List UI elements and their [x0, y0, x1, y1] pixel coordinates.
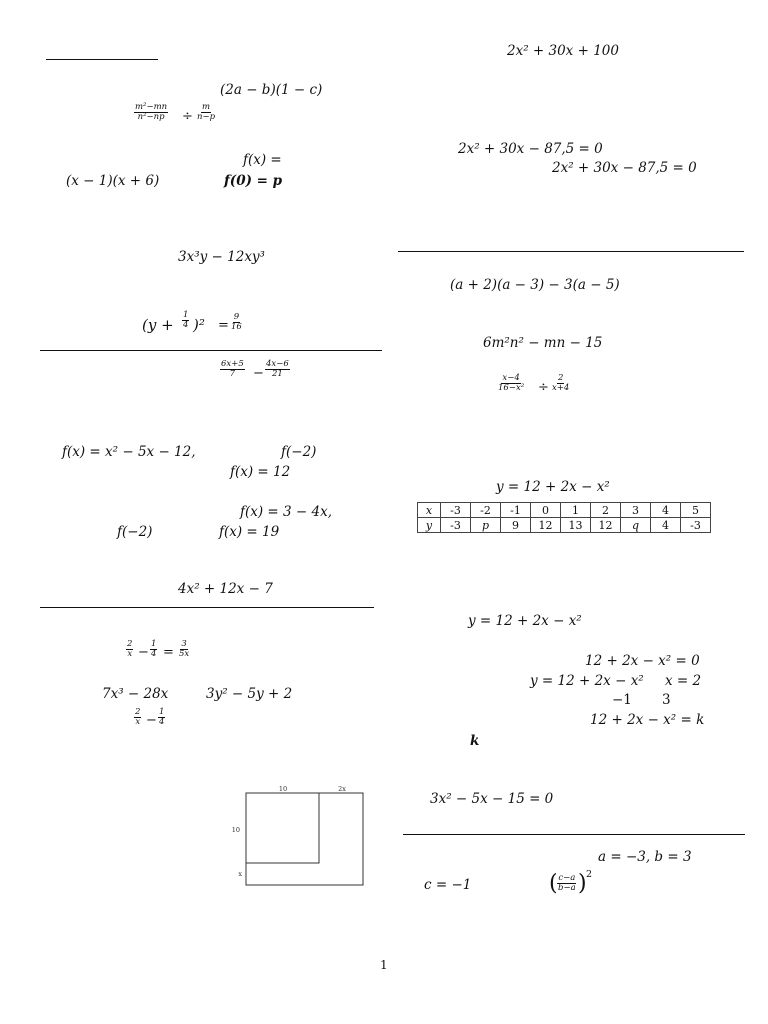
table-cell: q	[621, 518, 651, 533]
factor-expression: 3y² − 5y + 2	[206, 686, 293, 702]
table-header-x: x	[418, 503, 441, 518]
minus-sign: −	[146, 713, 157, 728]
table-cell: p	[471, 518, 501, 533]
fraction-numerator: 9	[233, 312, 240, 322]
table-cell: -1	[501, 503, 531, 518]
k-variable: k	[470, 733, 480, 749]
quadratic-function: f(x) = x² − 5x − 12,	[62, 444, 196, 460]
function-equation-19: f(x) = 19	[219, 524, 280, 540]
section-divider	[398, 251, 744, 252]
equals-sign: =	[218, 318, 229, 333]
line-x-equals-2: x = 2	[665, 673, 702, 689]
right-paren: )	[578, 871, 587, 896]
root-value: −1	[612, 692, 632, 708]
function-definition: f(x) =	[243, 152, 282, 168]
left-paren: (	[549, 871, 558, 896]
root-value: 3	[662, 692, 671, 708]
parabola-definition: y = 12 + 2x − x²	[530, 673, 644, 689]
table-cell: 13	[561, 518, 591, 533]
function-value-neg2: f(−2)	[281, 444, 317, 460]
fraction-numerator: c−a	[558, 873, 576, 883]
fraction-denominator: 16−x²	[498, 382, 525, 393]
expression: (a + 2)(a − 3) − 3(a − 5)	[450, 277, 620, 293]
fraction-denominator: n²−np	[137, 111, 165, 122]
fraction-denominator: 4	[159, 716, 165, 727]
parabola-definition: y = 12 + 2x − x²	[468, 613, 582, 629]
label-top-2x: 2x	[338, 785, 346, 793]
table-cell: 12	[531, 518, 561, 533]
factor-expression: 4x² + 12x − 7	[178, 581, 273, 597]
function-equation-12: f(x) = 12	[230, 464, 291, 480]
label-left-x: x	[238, 870, 242, 878]
fraction-numerator: 1	[159, 707, 165, 717]
exponent: 2	[586, 869, 593, 880]
table-cell: 9	[501, 518, 531, 533]
table-cell: -3	[441, 503, 471, 518]
equation-lhs-close: )²	[193, 316, 205, 334]
fraction-numerator: m	[201, 102, 211, 112]
section-divider	[40, 607, 374, 608]
table-cell: 4	[651, 518, 681, 533]
table-cell: -3	[681, 518, 711, 533]
page-number: 1	[380, 958, 388, 972]
quadratic-equation: 3x² − 5x − 15 = 0	[430, 791, 554, 807]
table-cell: -2	[471, 503, 501, 518]
fraction-numerator: x−4	[502, 373, 520, 383]
fraction-denominator: 4	[183, 319, 189, 330]
quadratic-equation: 2x² + 30x − 87,5 = 0	[552, 160, 697, 176]
function-value-f0: f(0) = p	[224, 173, 283, 189]
c-value: c = −1	[424, 877, 472, 893]
fraction-denominator: b−a	[558, 882, 576, 893]
table-header-y: y	[418, 518, 441, 533]
table-cell: 5	[681, 503, 711, 518]
answer-blank-line	[46, 59, 158, 60]
fraction-numerator: 1	[151, 639, 157, 649]
fraction-denominator: 5x	[179, 648, 190, 659]
fraction-denominator: x	[127, 648, 133, 659]
function-value-neg2: f(−2)	[117, 524, 153, 540]
rectangle-diagram	[230, 785, 370, 890]
inner-square	[246, 793, 319, 863]
table-cell: 3	[621, 503, 651, 518]
table-cell: 12	[591, 518, 621, 533]
parabola-definition: y = 12 + 2x − x²	[496, 479, 610, 495]
linear-function: f(x) = 3 − 4x,	[240, 504, 333, 520]
function-product: (x − 1)(x + 6)	[66, 173, 160, 189]
fraction-numerator: 6x+5	[221, 359, 244, 369]
fraction-numerator: 4x−6	[266, 359, 289, 369]
fraction-numerator: 2	[557, 373, 564, 383]
minus-sign: −	[138, 645, 149, 660]
fraction-numerator: 2	[127, 639, 133, 649]
value-table	[417, 502, 711, 533]
fraction-denominator: 21	[271, 368, 283, 379]
equation-k	[590, 714, 704, 728]
ab-values: a = −3, b = 3	[598, 849, 692, 865]
section-divider	[40, 350, 382, 351]
section-divider	[403, 834, 745, 835]
fraction-denominator: x	[135, 716, 141, 727]
factor-expression: 3x³y − 12xy³	[178, 249, 265, 265]
equals-sign: =	[163, 645, 174, 660]
equation-k-text: 12 + 2x − x² = k	[590, 712, 705, 728]
table-cell: 0	[531, 503, 561, 518]
fraction-denominator: 16	[231, 321, 242, 332]
equation-zero: 12 + 2x − x² = 0	[585, 653, 700, 669]
division-sign: ÷	[182, 109, 193, 124]
minus-sign: −	[253, 366, 264, 381]
table-row-y	[418, 518, 711, 533]
table-cell: 4	[651, 503, 681, 518]
factor-expression: (2a − b)(1 − c)	[220, 82, 323, 98]
fraction-denominator: n−p	[197, 111, 216, 122]
fraction-numerator: 2	[135, 707, 141, 717]
factor-expression: 6m²n² − mn − 15	[483, 335, 603, 351]
quadratic-equation: 2x² + 30x − 87,5 = 0	[458, 141, 603, 157]
table-cell: -3	[441, 518, 471, 533]
fraction-numerator: 3	[181, 639, 187, 649]
factor-expression: 7x³ − 28x	[102, 686, 169, 702]
division-sign: ÷	[538, 380, 549, 395]
outer-rectangle	[246, 793, 363, 885]
fraction-numerator: m²−mn	[135, 102, 168, 112]
expression: 2x² + 30x + 100	[507, 43, 619, 59]
fraction-denominator: 4	[151, 648, 157, 659]
fraction-numerator: 1	[183, 310, 189, 320]
label-top-10: 10	[278, 785, 288, 793]
table-cell: 2	[591, 503, 621, 518]
label-left-10: 10	[231, 826, 240, 834]
fraction-denominator: 7	[229, 368, 236, 379]
fraction-denominator: x+4	[552, 382, 570, 393]
table-cell: 1	[561, 503, 591, 518]
table-row-x	[418, 503, 711, 518]
equation-lhs-open: (y +	[142, 316, 174, 334]
